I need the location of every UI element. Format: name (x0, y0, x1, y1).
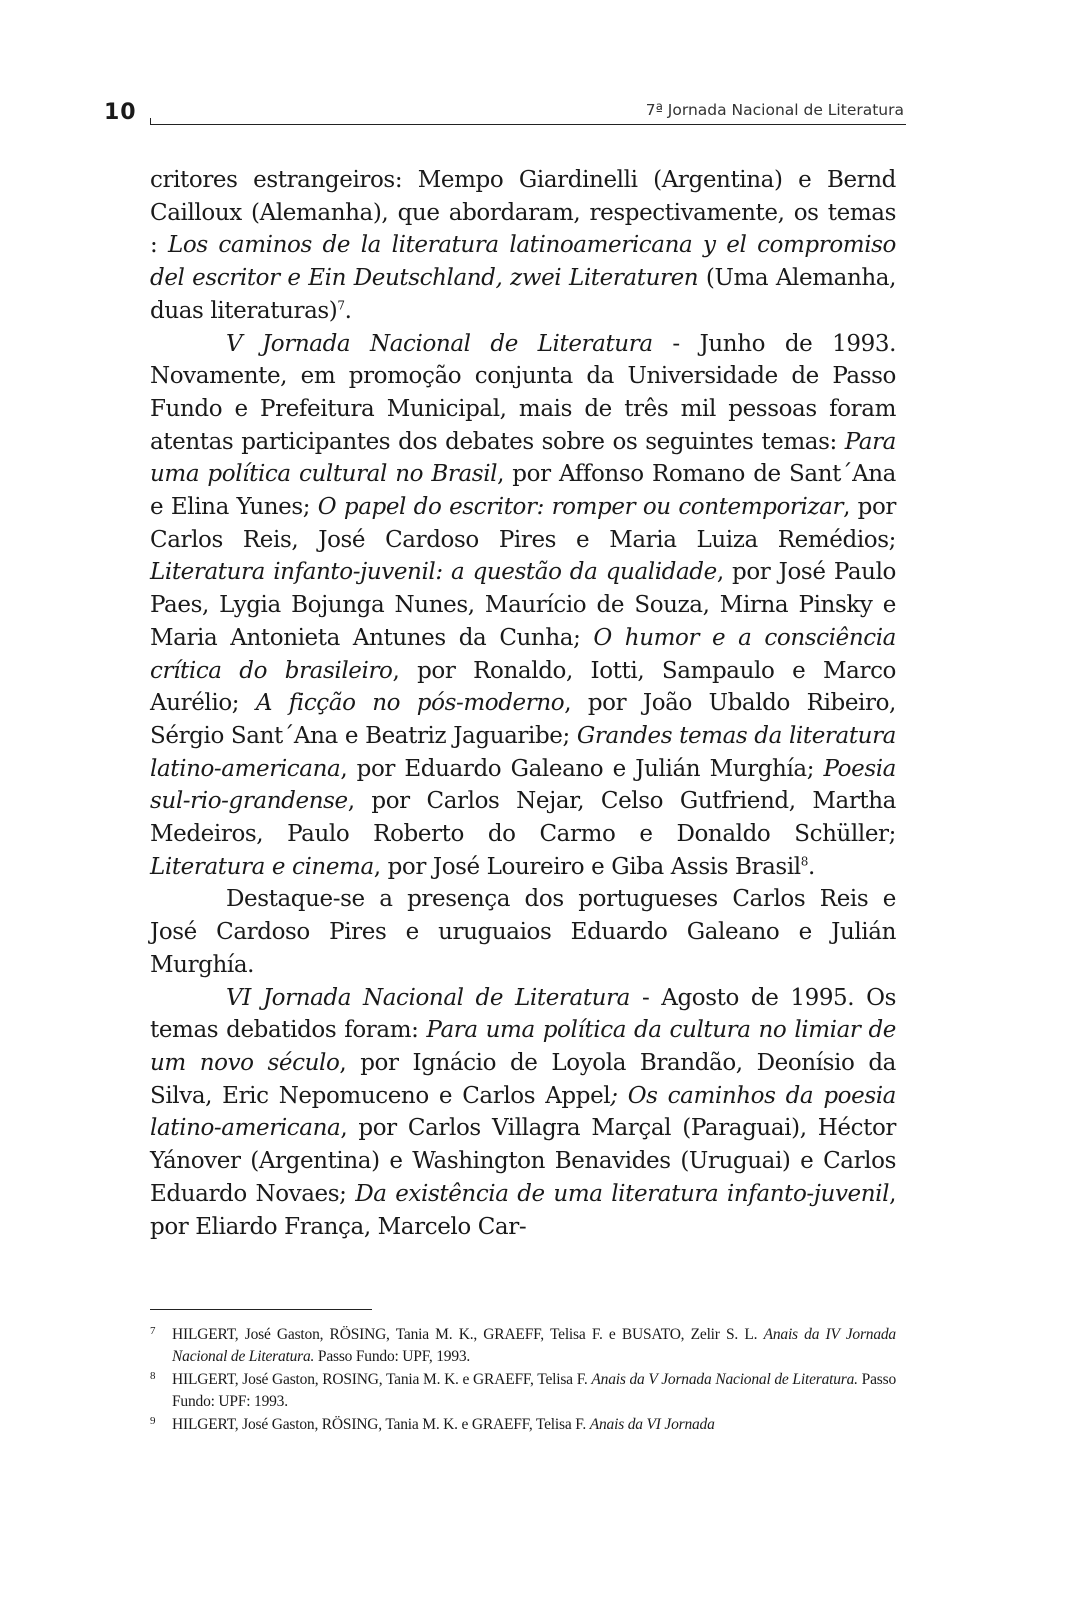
italic-run: Poesia sul-rio-grandense (150, 755, 896, 815)
footnote-text (172, 1416, 715, 1433)
text-run: , por Affonso Romano de Sant´Ana e Elina Yunes; (150, 461, 896, 521)
text-run: , por Ignácio de Loyola Brandão, Deonísio da Silva, Eric Nepomuceno e Carlos Appel (150, 1049, 896, 1109)
running-title: 7ª Jornada Nacional de Literatura (645, 101, 904, 119)
footnote-ref: 8 (800, 854, 808, 869)
paragraph-4 (150, 982, 896, 1244)
italic-run: O papel do escritor: romper ou contemporizar (317, 494, 844, 521)
text-run: - Junho de 1993. Novamente, em promoção conjunta da Universidade de Passo Fundo e Prefeitura Municipal, mais de três mil pessoas foram atentas participantes dos debates sobre os seguintes temas: (150, 330, 897, 455)
text-run: , por Eduardo Galeano e Julián Murghía; (340, 755, 824, 782)
text-run: Passo Fundo: UPF, 1993. (314, 1347, 471, 1365)
italic-run: Literatura e cinema (150, 853, 374, 880)
paragraph-2 (150, 328, 896, 884)
footnote (150, 1414, 896, 1436)
text-run: HILGERT, José Gaston, ROSING, Tania M. K. e GRAEFF, Telisa F. (172, 1371, 592, 1388)
italic-run: Literatura infanto-juvenil: a questão da qualidade (150, 559, 717, 586)
footnote-number: 8 (150, 1370, 156, 1382)
footnotes (150, 1324, 896, 1438)
italic-run: A ficção no pós-moderno (255, 690, 565, 717)
text-run: . (807, 853, 815, 880)
italic-run: VI Jornada Nacional de Literatura (226, 984, 630, 1011)
italic-run: Anais da V Jornada Nacional de Literatura. (591, 1371, 858, 1388)
text-run: . (344, 297, 352, 324)
italic-run: Para uma política da cultura no limiar de um novo século (150, 1017, 897, 1076)
footnote-text (172, 1371, 896, 1410)
text-run: critores estrangeiros: Mempo Giardinelli (Argentina) e Bernd Cailloux (Alemanha), que abordaram, respectivamente, os temas : (150, 167, 896, 259)
text-run: , por Eliardo França, Marcelo Car- (150, 1180, 896, 1240)
italic-run: Los caminos de la literatura latinoamericana y el compromiso del escritor e Ein Deutschland, zwei Literaturen (150, 232, 896, 292)
footnote (150, 1369, 896, 1412)
italic-run: O humor e a consciência crítica do brasileiro (150, 624, 896, 684)
text-run: HILGERT, José Gaston, RÖSING, Tania M. K., GRAEFF, Telisa F. e BUSATO, Zelir S. L. (172, 1326, 764, 1343)
text-run: Destaque-se a presença dos portugueses Carlos Reis e José Cardoso Pires e uruguaios Eduardo Galeano e Julián Murghía. (150, 886, 896, 978)
text-run: , por José Paulo Paes, Lygia Bojunga Nunes, Maurício de Souza, Mirna Pinsky e Maria Antonieta Antunes da Cunha; (150, 559, 896, 651)
header-rule (150, 124, 906, 125)
italic-run: Para uma política cultural no Brasil (150, 428, 896, 488)
text-run: Passo Fundo: UPF: 1993. (172, 1371, 896, 1410)
footnote-number: 9 (150, 1415, 156, 1427)
italic-run: Da existência de uma literatura infanto-juvenil (355, 1180, 890, 1207)
footnote-number: 7 (150, 1325, 156, 1337)
text-run: , por Carlos Nejar, Celso Gutfriend, Martha Medeiros, Paulo Roberto do Carmo e Donaldo Schüller; (150, 788, 896, 848)
italic-run: Anais da IV Jornada Nacional de Literatura. (172, 1326, 896, 1365)
footnote-rule (150, 1309, 372, 1310)
text-run: (Uma Alemanha, duas literaturas) (150, 265, 896, 324)
italic-run: Grandes temas da literatura latino-americana (150, 722, 896, 782)
body-text (150, 164, 896, 1243)
text-run: HILGERT, José Gaston, RÖSING, Tania M. K. e GRAEFF, Telisa F. (172, 1416, 590, 1433)
paragraph-1 (150, 164, 896, 328)
footnote (150, 1324, 896, 1367)
text-run: , por José Loureiro e Giba Assis Brasil (373, 853, 801, 880)
footnote-ref: 7 (337, 298, 345, 313)
paragraph-3 (150, 883, 896, 981)
footnote-text (172, 1326, 896, 1365)
text-run: , por Carlos Villagra Marçal (Paraguai), Héctor Yánover (Argentina) e Washington Benavides (Uruguai) e Carlos Eduardo Novaes; (150, 1115, 896, 1207)
italic-run: ; Os caminhos da poesia latino-americana (150, 1082, 896, 1142)
italic-run: V Jornada Nacional de Literatura (226, 330, 653, 357)
text-run: - Agosto de 1995. Os temas debatidos foram: (150, 984, 897, 1044)
text-run: , por Carlos Reis, José Cardoso Pires e Maria Luiza Remédios; (150, 494, 897, 553)
text-run: , por Ronaldo, Iotti, Sampaulo e Marco Aurélio; (150, 657, 896, 717)
page-number: 10 (104, 100, 137, 125)
text-run: , por João Ubaldo Ribeiro, Sérgio Sant´Ana e Beatriz Jaguaribe; (150, 690, 896, 749)
italic-run: Anais da VI Jornada (589, 1416, 715, 1433)
